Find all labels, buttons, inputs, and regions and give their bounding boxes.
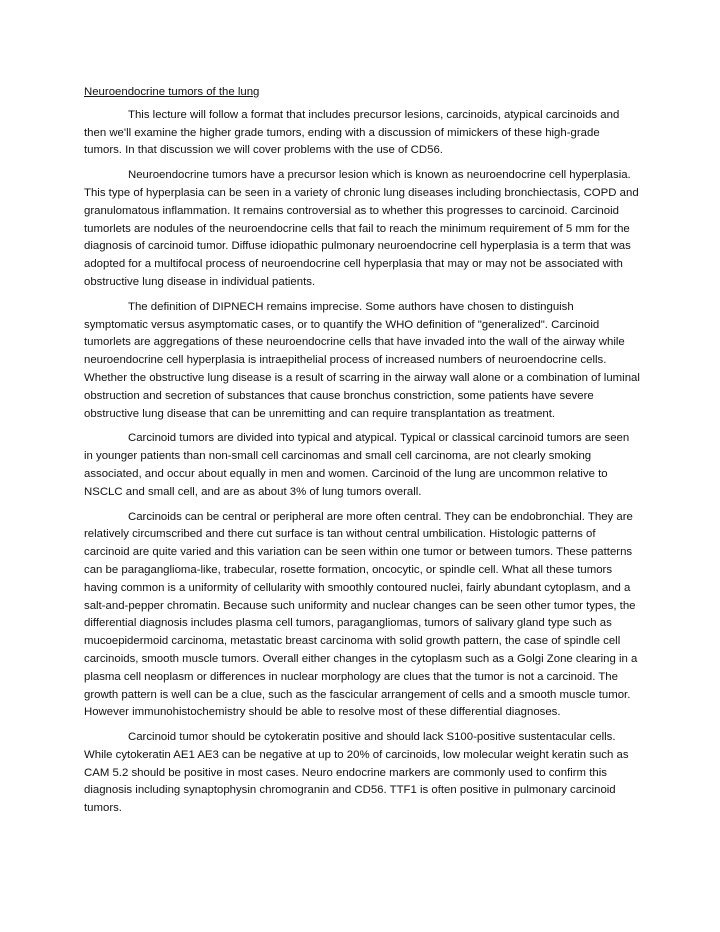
document-title: Neuroendocrine tumors of the lung xyxy=(84,86,260,98)
paragraph-immunohistochemistry: Carcinoid tumor should be cytokeratin positive and should lack S100-positive sustentacular cells. While cytokeratin AE1 AE3 can be negative at up to 20% of carcinoids, low molecular weight keratin such as CAM 5.2 should be positive in most cases. Neuro endocrine markers are commonly used to confirm this diagnosis including synaptophysin chromogranin and CD56. TTF1 is often positive in pulmonary carcinoid tumors. xyxy=(84,731,629,815)
paragraph-dipnech: The definition of DIPNECH remains imprecise. Some authors have chosen to distinguish symptomatic versus asymptomatic cases, or to quantify the WHO definition of "generalized". Carcinoid tumorlets are aggregations of these neuroendocrine cells that have invaded into the wall of the airway while neuroendocrine cell hyperplasia is intraepithelial process of increased numbers of neuroendocrine cells. Whether the obstructive lung disease is a result of scarring in the airway wall alone or a combination of luminal obstruction and secretion of substances that cause bronchus constriction, some patients have severe obstructive lung disease that can be unremitting and can require transplantation as treatment. xyxy=(84,300,640,420)
paragraph-carcinoid-histology: Carcinoids can be central or peripheral are more often central. They can be endobronchial. They are relatively circumscribed and there cut surface is tan without central umbilication. Histologic patterns of carcinoid are quite varied and this variation can be seen within one tumor or between tumors. These patterns can be paraganglioma-like, trabecular, rosette formation, oncocytic, or spindle cell. What all these tumors having common is a uniformity of cellularity with smoothly contoured nuclei, fairly abundant cytoplasm, and a salt-and-pepper chromatin. Because such uniformity and nuclear changes can be seen other tumor types, the differential diagnosis includes plasma cell tumors, paragangliomas, tumors of salivary gland type such as mucoepidermoid carcinoma, metastatic breast carcinoma with solid growth pattern, the case of spindle cell carcinoids, smooth muscle tumors. Overall either changes in the cytoplasm such as a Golgi Zone clearing in a plasma cell neoplasm or differences in nuclear morphology are clues that the tumor is not a carcinoid. The growth pattern is well can be a clue, such as the fascicular arrangement of cells and a smooth muscle tumor. However immunohistochemistry should be able to resolve most of these differential diagnoses. xyxy=(84,510,638,719)
paragraph-intro: This lecture will follow a format that includes precursor lesions, carcinoids, atypical carcinoids and then we'll examine the higher grade tumors, ending with a discussion of mimickers of these high-grade tumors. In that discussion we will cover problems with the use of CD56. xyxy=(84,108,620,157)
paragraph-carcinoid-types: Carcinoid tumors are divided into typical and atypical. Typical or classical carcinoid tumors are seen in younger patients than non-small cell carcinomas and small cell carcinoma, are not clearly smoking associated, and occur about equally in men and women. Carcinoid of the lung are uncommon relative to NSCLC and small cell, and are as about 3% of lung tumors overall. xyxy=(84,432,630,498)
paragraph-precursor-lesion: Neuroendocrine tumors have a precursor lesion which is known as neuroendocrine cell hyperplasia. This type of hyperplasia can be seen in a variety of chronic lung diseases including bronchiectasis, COPD and granulomatous inflammation. It remains controversial as to whether this progresses to carcinoid. Carcinoid tumorlets are nodules of the neuroendocrine cells that fail to reach the minimum requirement of 5 mm for the diagnosis of carcinoid tumor. Diffuse idiopathic pulmonary neuroendocrine cell hyperplasia is a term that was adopted for a multifocal process of neuroendocrine cell hyperplasia that may or may not be associated with obstructive lung disease in individual patients. xyxy=(84,169,639,288)
document-page xyxy=(84,84,640,825)
